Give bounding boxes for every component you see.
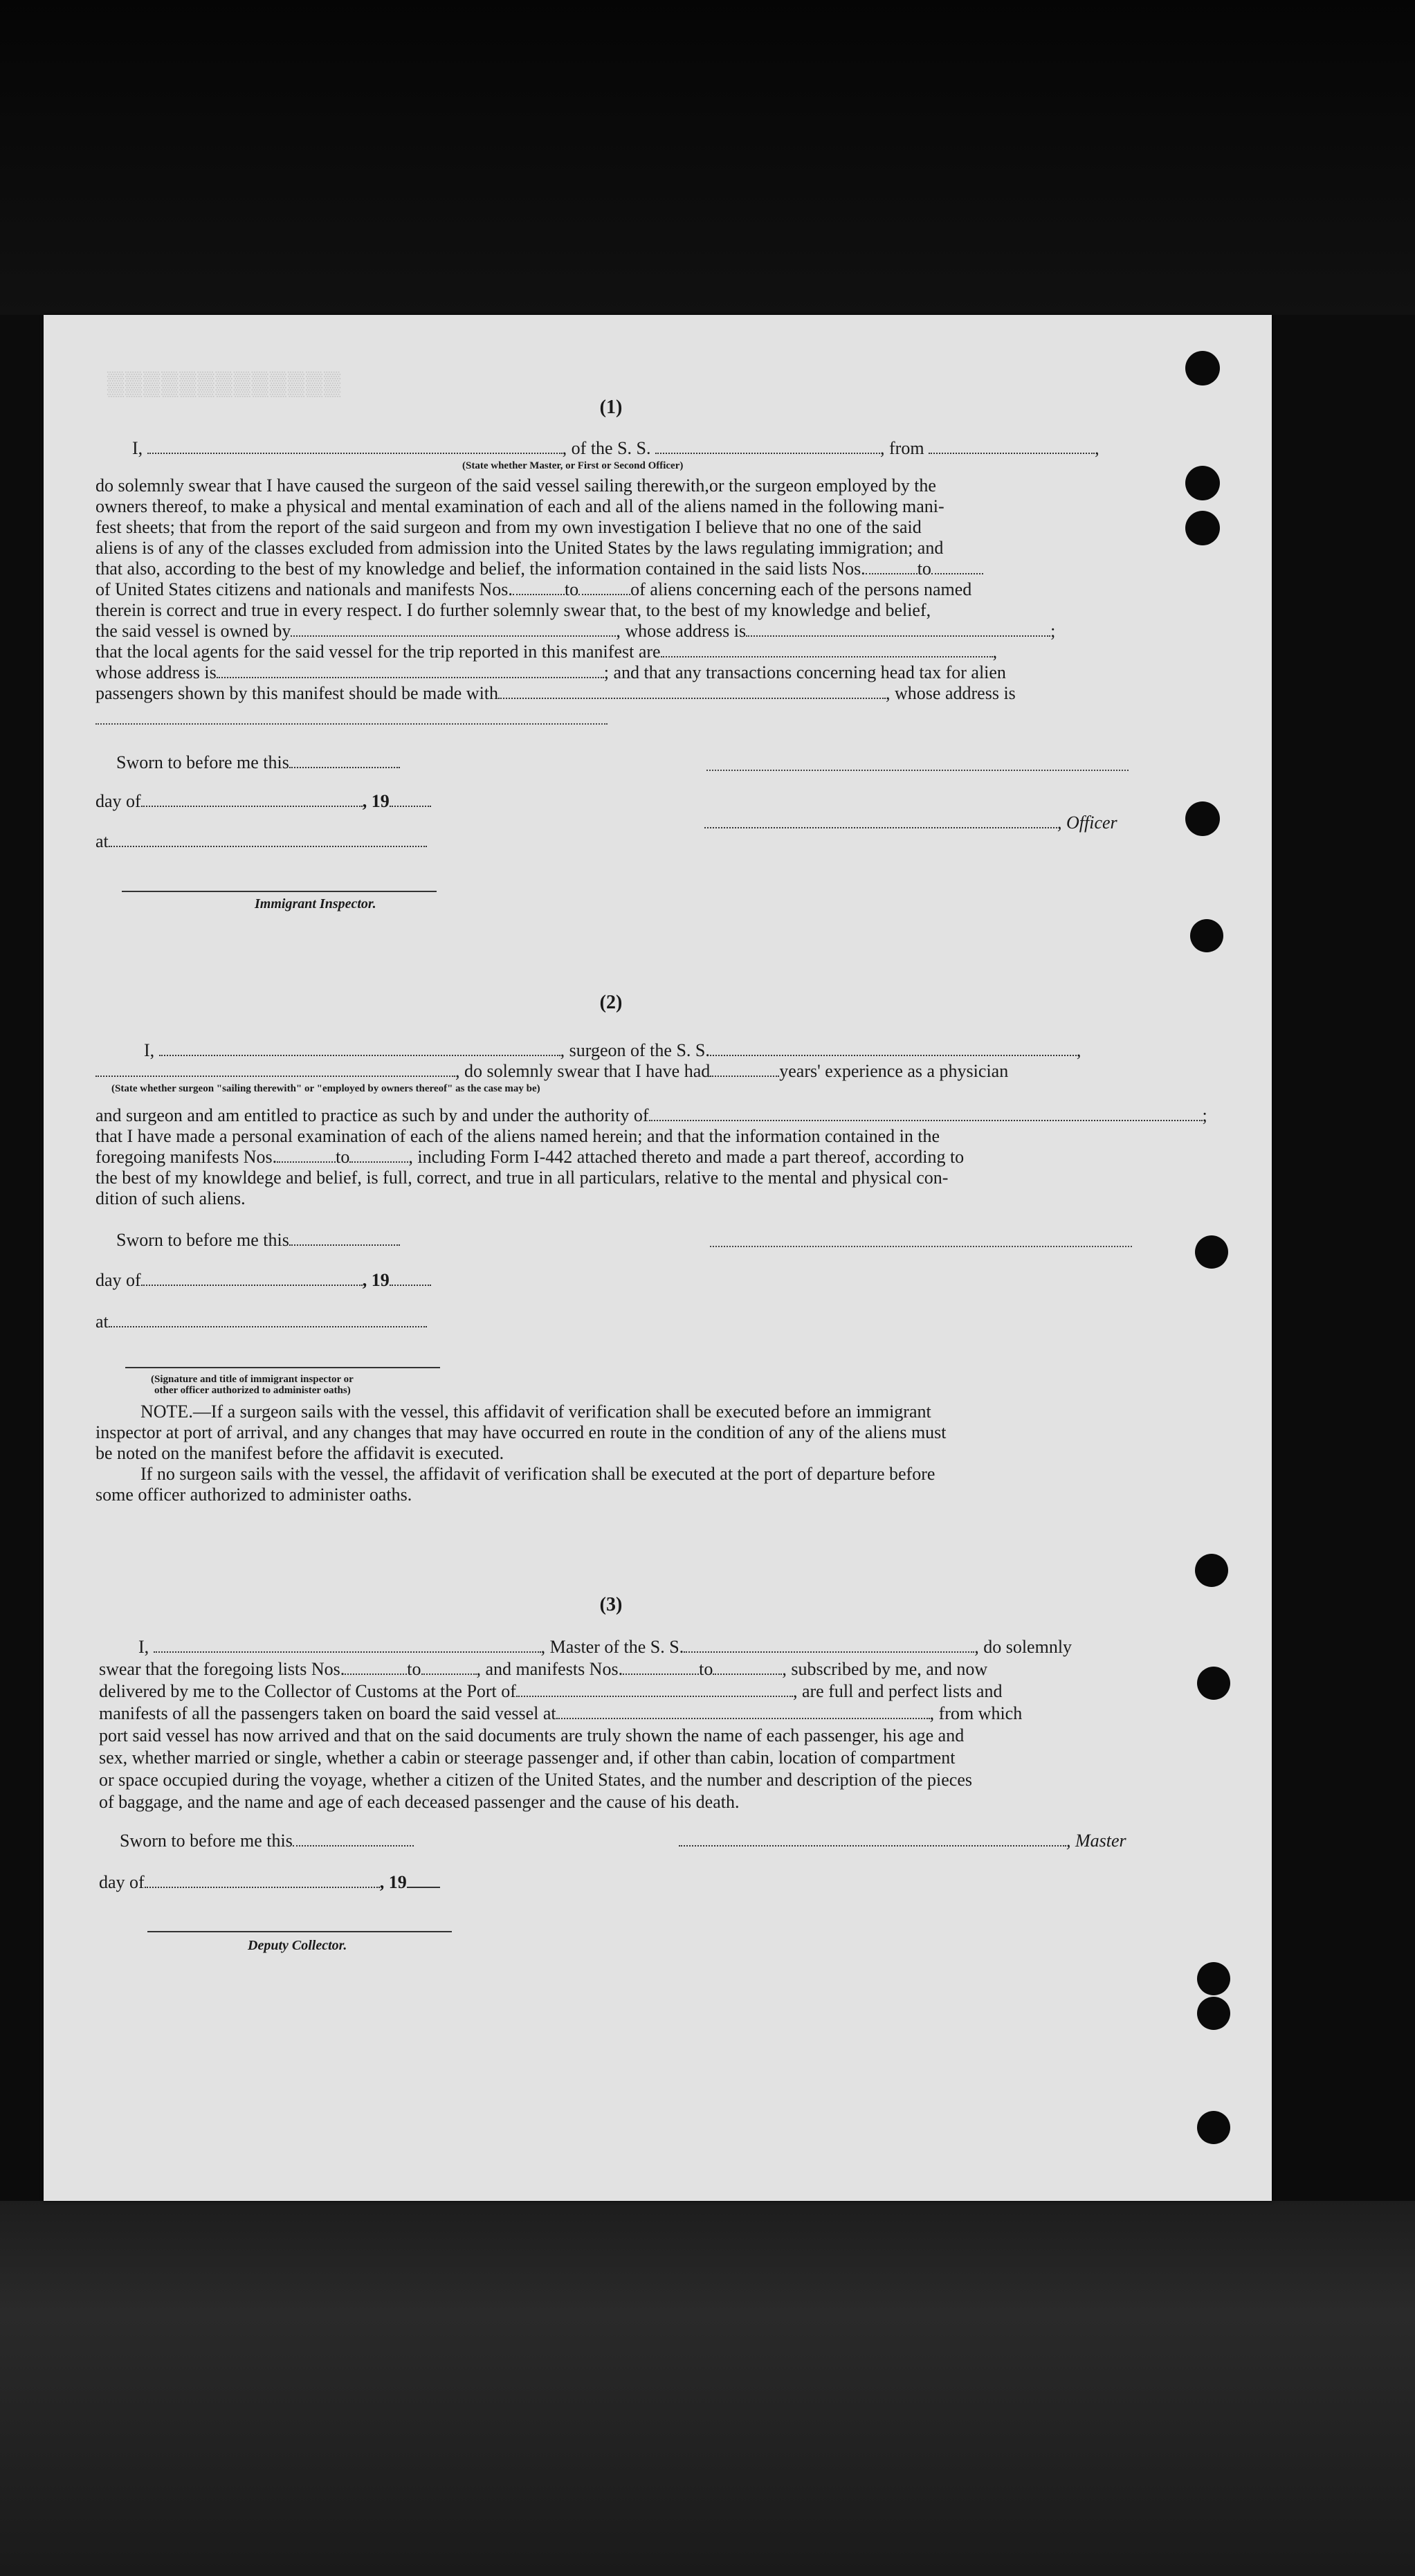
s3-sworn-line bbox=[120, 1831, 414, 1851]
text: , of the S. S. bbox=[562, 438, 651, 458]
text: , surgeon of the S. S. bbox=[560, 1040, 710, 1060]
master-signature-field[interactable] bbox=[679, 1831, 1066, 1847]
s2-line-3 bbox=[95, 1105, 1207, 1126]
text: , 19 bbox=[362, 1270, 390, 1290]
text: and surgeon and am entitled to practice as such by and under the authority of bbox=[95, 1105, 649, 1125]
collector-signature-line[interactable] bbox=[147, 1931, 452, 1932]
from-port-field[interactable] bbox=[929, 439, 1095, 454]
text: the said vessel is owned by bbox=[95, 621, 291, 641]
master-line bbox=[679, 1831, 1126, 1851]
text: day of bbox=[95, 1270, 141, 1290]
text: , bbox=[1095, 438, 1099, 458]
sworn-day-field[interactable] bbox=[289, 753, 400, 768]
text: , 19 bbox=[379, 1872, 407, 1892]
text: day of bbox=[95, 791, 141, 811]
s2-line-5 bbox=[95, 1147, 964, 1168]
s2-line-6: the best of my knowldege and belief, is full, correct, and true in all particulars, relative to the mental and physical con- bbox=[95, 1168, 949, 1188]
punch-hole bbox=[1185, 511, 1220, 545]
text: Sworn to before me this bbox=[116, 752, 289, 772]
s3-line-6: sex, whether married or single, whether a cabin or steerage passenger and, if other than cabin, location of compartment bbox=[99, 1748, 956, 1768]
s1-line-11 bbox=[95, 683, 1016, 704]
s3-manifests-from-field[interactable] bbox=[623, 1660, 699, 1675]
s2-manifest-from-field[interactable] bbox=[277, 1148, 336, 1163]
text: , and manifests Nos. bbox=[476, 1659, 623, 1679]
inspector-signature-line[interactable] bbox=[122, 891, 437, 892]
list-nos-to-field[interactable] bbox=[931, 559, 983, 574]
head-tax-contact-field[interactable] bbox=[498, 684, 886, 699]
punch-hole bbox=[1185, 801, 1220, 836]
text: Sworn to before me this bbox=[116, 1230, 289, 1250]
embark-port-field[interactable] bbox=[556, 1704, 930, 1719]
s1-at-line bbox=[95, 831, 427, 852]
s3-line-8: of baggage, and the name and age of each deceased passenger and the cause of his death. bbox=[99, 1792, 740, 1812]
text: —If a surgeon sails with the vessel, this affidavit of verification shall be executed before an immigrant bbox=[192, 1402, 931, 1422]
s2-line-4: that I have made a personal examination of each of the aliens named herein; and that the information contained in the bbox=[95, 1126, 940, 1146]
text: , from which bbox=[929, 1703, 1023, 1723]
s3-line-4 bbox=[99, 1703, 1022, 1724]
punch-hole bbox=[1190, 919, 1223, 952]
signature-title-hint-2: other officer authorized to administer oaths) bbox=[154, 1385, 351, 1396]
text: , do solemnly bbox=[974, 1637, 1072, 1657]
scan-background-top bbox=[0, 0, 1415, 315]
text: , Master bbox=[1066, 1831, 1126, 1851]
manifest-page bbox=[44, 315, 1272, 2201]
text: to bbox=[917, 559, 931, 579]
manifest-nos-from-field[interactable] bbox=[513, 580, 565, 595]
section-1-number: (1) bbox=[599, 397, 623, 418]
immigrant-inspector-label: Immigrant Inspector. bbox=[255, 896, 376, 911]
s3-line-5: port said vessel has now arrived and that on the said documents are truly shown the name of each passenger, his age and bbox=[99, 1725, 965, 1745]
text: swear that the foregoing lists Nos. bbox=[99, 1659, 345, 1679]
s1-line-5 bbox=[95, 559, 983, 579]
surgeon-name-field[interactable] bbox=[159, 1041, 560, 1056]
text: whose address is bbox=[95, 662, 217, 682]
text: of aliens concerning each of the persons named bbox=[630, 579, 972, 599]
s2-line-7: dition of such aliens. bbox=[95, 1188, 246, 1208]
officer-name-line[interactable] bbox=[706, 770, 1129, 771]
text: of United States citizens and nationals and manifests Nos. bbox=[95, 579, 513, 599]
note-line-2: inspector at port of arrival, and any changes that may have occurred en route in the condition of any of the aliens must bbox=[95, 1422, 947, 1442]
punch-hole bbox=[1197, 2111, 1230, 2144]
s1-line-3: fest sheets; that from the report of the said surgeon and from my own investigation I believe that no one of the said bbox=[95, 517, 922, 537]
port-field[interactable] bbox=[516, 1682, 793, 1697]
text: Sworn to before me this bbox=[120, 1831, 293, 1851]
s3-lists-to-field[interactable] bbox=[421, 1660, 477, 1675]
punch-hole bbox=[1195, 1235, 1228, 1269]
years-experience-field[interactable] bbox=[710, 1062, 779, 1077]
punch-hole bbox=[1197, 1997, 1230, 2030]
punch-hole bbox=[1197, 1667, 1230, 1700]
s3-line-3 bbox=[99, 1681, 1002, 1702]
note-line-4: If no surgeon sails with the vessel, the affidavit of verification shall be executed at the port of departure before bbox=[140, 1464, 935, 1484]
text: , whose address is bbox=[616, 621, 747, 641]
manifest-nos-to-field[interactable] bbox=[578, 580, 630, 595]
text: , 19 bbox=[362, 791, 390, 811]
s2-month-field[interactable] bbox=[141, 1271, 363, 1286]
text: , are full and perfect lists and bbox=[792, 1681, 1003, 1701]
text: I, bbox=[132, 438, 143, 458]
text: years' experience as a physician bbox=[779, 1061, 1009, 1081]
note-label: NOTE. bbox=[140, 1402, 193, 1422]
list-nos-from-field[interactable] bbox=[866, 559, 918, 574]
rank-hint: (State whether Master, or First or Second Officer) bbox=[462, 460, 684, 471]
ship-name-field[interactable] bbox=[655, 439, 880, 454]
surgeon-status-hint: (State whether surgeon "sailing therewith" or "employed by owners thereof" as the case may be) bbox=[111, 1083, 540, 1094]
text: to bbox=[564, 579, 579, 599]
officer-signature-field[interactable] bbox=[704, 813, 1057, 828]
punch-hole bbox=[1195, 1554, 1228, 1587]
text: , from bbox=[880, 438, 924, 458]
s1-line-10 bbox=[95, 662, 1006, 683]
s1-line-6 bbox=[95, 579, 971, 600]
text: at bbox=[95, 1312, 109, 1332]
s2-line-2 bbox=[95, 1061, 1008, 1082]
s1-line-7: therein is correct and true in every respect. I do further solemnly swear that, to the best of my knowledge and belief, bbox=[95, 600, 931, 620]
text: , subscribed by me, and now bbox=[782, 1659, 988, 1679]
text: , bbox=[1076, 1040, 1081, 1060]
s2-place-field[interactable] bbox=[109, 1312, 427, 1327]
master-name-field[interactable] bbox=[154, 1638, 541, 1653]
section-3-number: (3) bbox=[599, 1594, 623, 1615]
text: day of bbox=[99, 1872, 145, 1892]
s1-line-1: do solemnly swear that I have caused the surgeon of the said vessel sailing therewith,or the surgeon employed by the bbox=[95, 475, 936, 496]
s3-manifests-to-field[interactable] bbox=[713, 1660, 782, 1675]
s3-line-7: or space occupied during the voyage, whether a citizen of the United States, and the number and description of the pieces bbox=[99, 1770, 973, 1790]
s1-day-line bbox=[95, 791, 431, 812]
s3-line-1 bbox=[138, 1637, 1072, 1658]
deputy-collector-label: Deputy Collector. bbox=[248, 1938, 347, 1953]
surgeon-status-field[interactable] bbox=[95, 1062, 455, 1077]
s3-line-2 bbox=[99, 1659, 987, 1680]
text: to bbox=[699, 1659, 713, 1679]
note-line-3: be noted on the manifest before the affidavit is executed. bbox=[95, 1443, 504, 1463]
text: , Master of the S. S. bbox=[540, 1637, 684, 1657]
address-continuation-line[interactable] bbox=[95, 723, 608, 725]
s3-day-line bbox=[99, 1872, 440, 1893]
month-field[interactable] bbox=[141, 792, 363, 807]
text: ; bbox=[1202, 1105, 1207, 1125]
place-field[interactable] bbox=[109, 832, 427, 847]
note-line-1 bbox=[140, 1402, 931, 1422]
owner-field[interactable] bbox=[291, 622, 616, 637]
signature-title-hint-1: (Signature and title of immigrant inspector or bbox=[151, 1374, 354, 1385]
s2-sworn-line bbox=[116, 1230, 400, 1251]
scan-background-bottom bbox=[0, 2201, 1415, 2576]
section-2-number: (2) bbox=[599, 992, 623, 1013]
text: , bbox=[992, 642, 998, 662]
s2-line-1 bbox=[144, 1040, 1081, 1061]
s2-at-line bbox=[95, 1312, 427, 1332]
s1-line-8 bbox=[95, 621, 1055, 642]
s3-sworn-day-field[interactable] bbox=[293, 1831, 414, 1847]
s3-year-field[interactable] bbox=[407, 1873, 440, 1888]
s2-day-line bbox=[95, 1270, 431, 1291]
s3-month-field[interactable] bbox=[145, 1873, 380, 1888]
text: to bbox=[336, 1147, 350, 1167]
name-field[interactable] bbox=[147, 439, 563, 454]
text: , including Form I-442 attached thereto and made a part thereof, according to bbox=[408, 1147, 965, 1167]
s2-manifest-to-field[interactable] bbox=[349, 1148, 408, 1163]
agents-address-field[interactable] bbox=[217, 663, 604, 678]
note-line-5: some officer authorized to administer oaths. bbox=[95, 1485, 412, 1505]
s2-year-field[interactable] bbox=[390, 1271, 431, 1286]
s3-lists-from-field[interactable] bbox=[345, 1660, 407, 1675]
text: ; bbox=[1050, 621, 1056, 641]
text: ; and that any transactions concerning head tax for alien bbox=[603, 662, 1006, 682]
text: that the local agents for the said vessel for the trip reported in this manifest are bbox=[95, 642, 661, 662]
punch-hole bbox=[1185, 466, 1220, 500]
s2-sworn-day-field[interactable] bbox=[289, 1231, 400, 1246]
text: at bbox=[95, 831, 109, 851]
text: I, bbox=[138, 1637, 149, 1657]
punch-hole bbox=[1185, 351, 1220, 386]
s2-ship-name-field[interactable] bbox=[710, 1041, 1077, 1056]
text: delivered by me to the Collector of Customs at the Port of bbox=[99, 1681, 516, 1701]
text: foregoing manifests Nos. bbox=[95, 1147, 277, 1167]
text: to bbox=[407, 1659, 421, 1679]
s3-ship-name-field[interactable] bbox=[684, 1638, 974, 1653]
s1-sworn-line bbox=[116, 752, 400, 773]
s1-line-9 bbox=[95, 642, 997, 662]
authority-field[interactable] bbox=[649, 1106, 1203, 1121]
text: , Officer bbox=[1057, 813, 1117, 833]
text: passengers shown by this manifest should be made with bbox=[95, 683, 499, 703]
s2-officer-signature-line[interactable] bbox=[125, 1367, 440, 1368]
text: that also, according to the best of my knowledge and belief, the information contained in the said lists Nos. bbox=[95, 559, 866, 579]
surgeon-signature-line[interactable] bbox=[710, 1246, 1132, 1247]
year-field[interactable] bbox=[390, 792, 431, 807]
s1-line-4: aliens is of any of the classes excluded from admission into the United States by the laws regulating immigration; and bbox=[95, 538, 944, 558]
text: , whose address is bbox=[886, 683, 1016, 703]
section-1-opening-line bbox=[132, 438, 1099, 459]
officer-line bbox=[704, 813, 1117, 833]
owner-address-field[interactable] bbox=[746, 622, 1050, 637]
text: manifests of all the passengers taken on board the said vessel at bbox=[99, 1703, 556, 1723]
local-agents-field[interactable] bbox=[661, 642, 993, 657]
bleed-through-text: ▒▒▒▒▒▒▒▒▒▒▒▒▒ bbox=[106, 370, 341, 397]
text: , do solemnly swear that I have had bbox=[455, 1061, 711, 1081]
s1-line-2: owners thereof, to make a physical and mental examination of each and all of the aliens named in the following mani- bbox=[95, 496, 944, 516]
text: I, bbox=[144, 1040, 155, 1060]
punch-hole bbox=[1197, 1962, 1230, 1995]
